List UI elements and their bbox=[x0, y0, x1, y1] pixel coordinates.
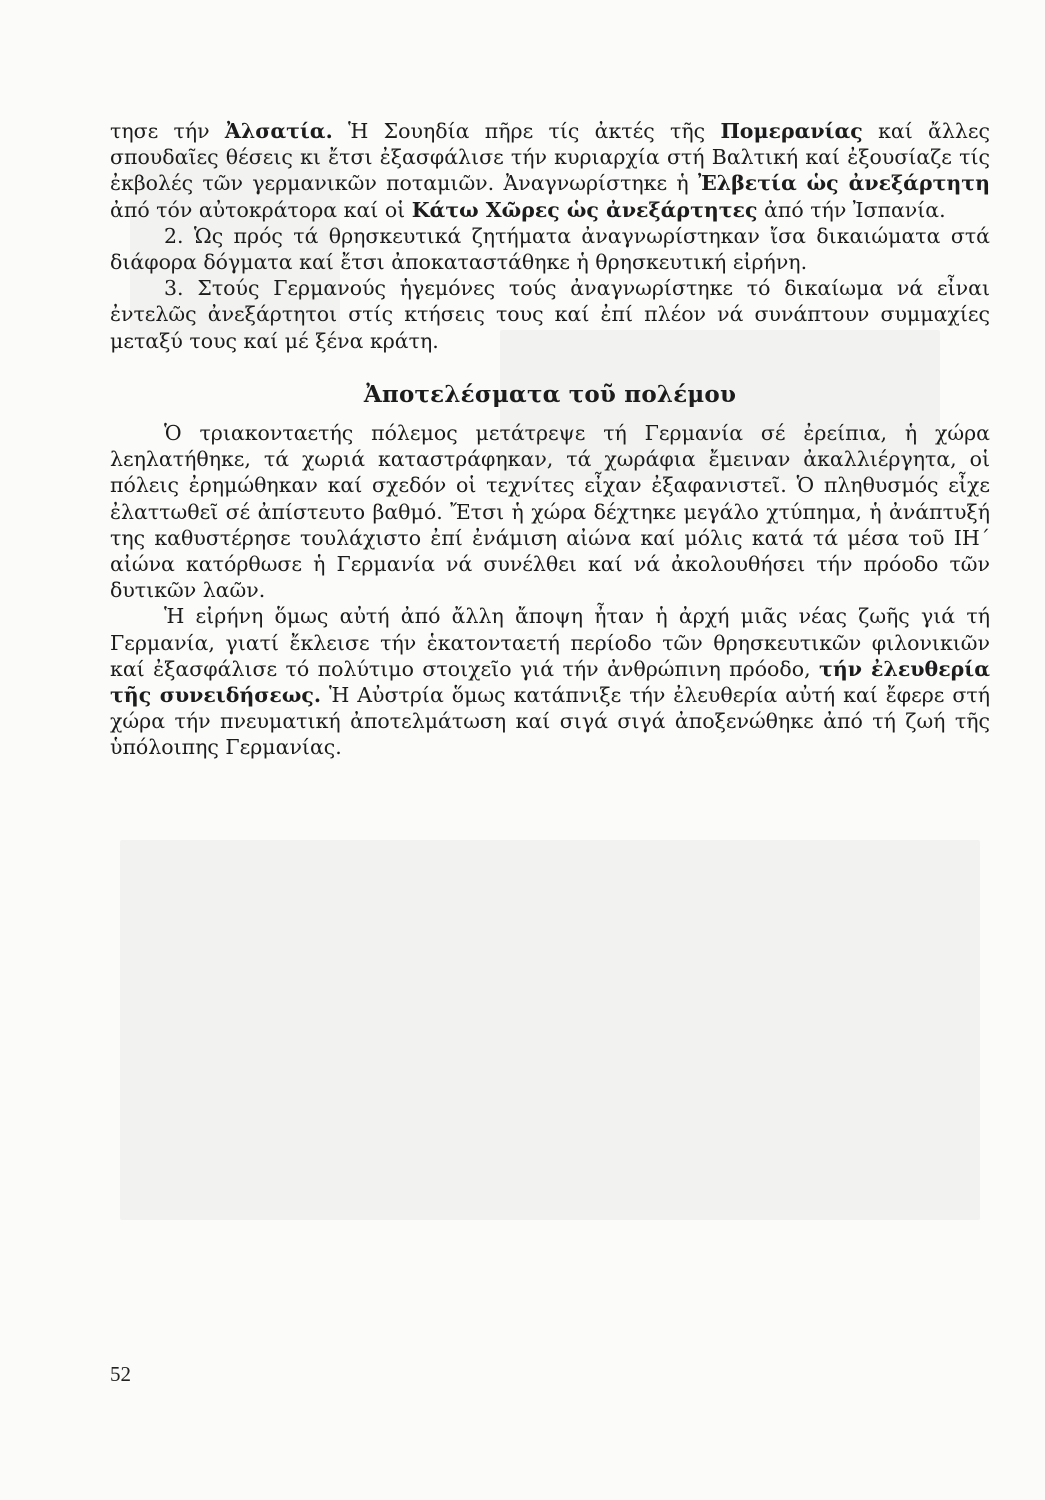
bold-term-alsace: Ἀλσατία. bbox=[224, 119, 333, 143]
paragraph-peace-new-life bbox=[110, 603, 990, 760]
section-heading: Ἀποτελέσματα τοῦ πολέμου bbox=[363, 380, 737, 408]
page-number: 52 bbox=[110, 1362, 131, 1386]
bold-term-freedom-of-conscience: τήν ἐλευθερία τῆς συνειδήσεως. bbox=[110, 656, 990, 708]
paragraph-war-consequences: Ὁ τριακονταετής πόλεμος μετάτρεψε τή Γερμανία σέ ἐρείπια, ἡ χώρα λεηλατήθηκε, τά χωριά καταστράφηκαν, τά χωράφια ἔμειναν ἀκαλλιέργητα, οἱ πόλεις ἐρημώθηκαν καί σχεδόν οἱ τεχνίτες εἶχαν ἐξαφανιστεῖ. Ὁ πληθυσμός εἶχε ἐλαττωθεῖ σέ ἀπίστευτο βαθμό. Ἔτσι ἡ χώρα δέχτηκε μεγάλο χτύπημα, ἡ ἀνάπτυξή της καθυστέρησε τουλάχιστο ἐπί ἐνάμιση αἰώνα καί μόλις κατά τά μέσα τοῦ ΙΗ΄ αἰώνα κατόρθωσε ἡ Γερμανία νά συνέλθει καί νά ἀκολουθήσει τήν πρόοδο τῶν δυτικῶν λαῶν. bbox=[110, 421, 990, 603]
text-run: τησε τήν bbox=[110, 119, 225, 143]
paragraph-treaty-territories bbox=[110, 118, 990, 223]
show-through-shade bbox=[120, 840, 980, 1220]
paragraph-religious-terms: 2. Ὡς πρός τά θρησκευτικά ζητήματα ἀναγνωρίστηκαν ἴσα δικαιώματα στά διάφορα δόγματα καί ἔτσι ἀποκαταστάθηκε ἡ θρησκευτική εἰρήνη. bbox=[110, 223, 990, 275]
paragraph-princes-rights: 3. Στούς Γερμανούς ἡγεμόνες τούς ἀναγνωρίστηκε τό δικαίωμα νά εἶναι ἐντελῶς ἀνεξάρτητοι στίς κτήσεις τους καί ἐπί πλέον νά συνάπτουν συμμαχίες μεταξύ τους καί μέ ξένα κράτη. bbox=[110, 276, 990, 353]
bold-term-switzerland: Ἐλβετία ὡς ἀνεξάρτητη bbox=[698, 171, 990, 196]
text-run: Ἡ Αὐστρία ὅμως κατάπνιξε τήν ἐλευθερία αὐτή καί ἔφερε στή χώρα τήν πνευματική ἀποτελμάτωση καί σιγά σιγά ἀποξενώθηκε ἀπό τή ζωή τῆς ὑπόλοιπης Γερμανίας. bbox=[110, 683, 990, 760]
text-run: ἀπό τήν Ἰσπανία. bbox=[757, 197, 946, 222]
text-run: Ἡ Σουηδία πῆρε τίς ἀκτές τῆς bbox=[332, 119, 721, 143]
body-text bbox=[110, 118, 990, 761]
bold-term-low-countries: Κάτω Χῶρες ὡς ἀνεξάρτητες bbox=[411, 197, 758, 222]
bold-term-pomerania: Πομερανίας bbox=[720, 119, 863, 143]
text-run: ἀπό τόν αὐτοκράτορα καί οἱ bbox=[110, 197, 412, 222]
text-run: Ἡ εἰρήνη ὅμως αὐτή ἀπό ἄλλη ἄποψη ἦταν ἡ ἀρχή μιᾶς νέας ζωῆς γιά τή Γερμανία, γιατί ἔκλεισε τήν ἑκατονταετή περίοδο τῶν θρησκευτικῶν φιλονικιῶν καί ἐξασφάλισε τό πολύτιμο στοιχεῖο γιά τήν ἀνθρώπινη πρόοδο, bbox=[110, 604, 990, 681]
text-run: καί ἄλλες σπουδαῖες θέσεις κι ἔτσι ἐξασφάλισε τήν κυριαρχία στή Βαλτική καί ἐξουσίαζε τίς ἐκβολές τῶν γερμανικῶν ποταμιῶν. Ἀναγνωρίστηκε ἡ bbox=[110, 119, 990, 196]
